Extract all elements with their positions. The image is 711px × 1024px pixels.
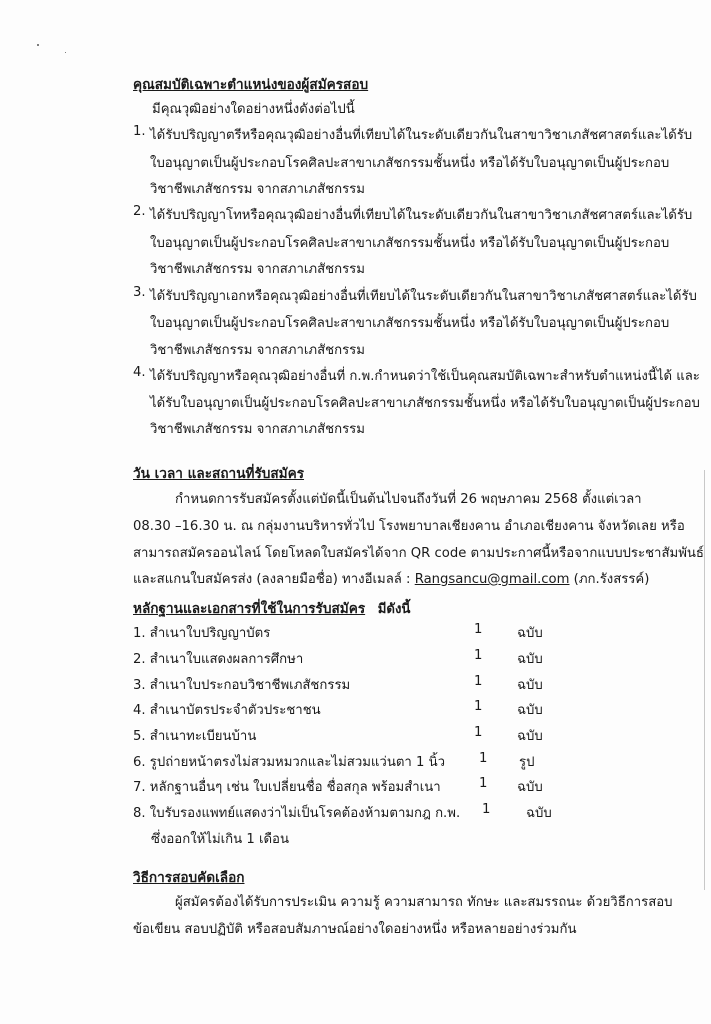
email-link[interactable]: Rangsancu@gmail.com — [414, 572, 570, 587]
document-unit: ฉบับ — [517, 652, 543, 667]
qualification-line: ใบอนุญาตเป็นผู้ประกอบโรคศิลปะสาขาเภสัชกรรมชั้นหนึ่ง หรือได้รับใบอนุญาตเป็นผู้ประกอบ — [150, 236, 670, 251]
schedule-line: กำหนดการรับสมัครตั้งแต่บัดนี้เป็นต้นไปจนถึงวันที่ 26 พฤษภาคม 2568 ตั้งแต่เวลา — [175, 492, 642, 507]
document-qty: 1 — [479, 751, 488, 766]
document-unit: ฉบับ — [517, 729, 543, 744]
qualification-line: ได้รับปริญญาตรีหรือคุณวุฒิอย่างอื่นที่เทียบได้ในระดับเดียวกันในสาขาวิชาเภสัชศาสตร์และได้รับ — [150, 128, 693, 143]
scan-speck — [65, 52, 66, 53]
qualification-number: 3. — [133, 285, 146, 300]
document-qty: 1 — [482, 802, 491, 817]
documents-heading-suffix: มีดังนี้ — [377, 602, 411, 617]
qualification-line: วิชาชีพเภสัชกรรม จากสภาเภสัชกรรม — [150, 343, 365, 358]
document-name: 1. สำเนาใบปริญญาบัตร — [133, 626, 271, 641]
document-name: 2. สำเนาใบแสดงผลการศึกษา — [133, 652, 304, 667]
document-name: 6. รูปถ่ายหน้าตรงไม่สวมหมวกและไม่สวมแว่นตา 1 นิ้ว — [133, 755, 446, 770]
qualification-line: ได้รับใบอนุญาตเป็นผู้ประกอบโรคศิลปะสาขาเภสัชกรรมชั้นหนึ่ง หรือได้รับใบอนุญาตเป็นผู้ประกอบ — [150, 396, 700, 411]
qualification-line: ได้รับปริญญาเอกหรือคุณวุฒิอย่างอื่นที่เทียบได้ในระดับเดียวกันในสาขาวิชาเภสัชศาสตร์และได้รับ — [150, 289, 697, 304]
qualification-line: ได้รับปริญญาหรือคุณวุฒิอย่างอื่นที่ ก.พ.กำหนดว่าใช้เป็นคุณสมบัติเฉพาะสำหรับตำแหน่งนี้ได้ และ — [150, 369, 700, 384]
qualification-line: ได้รับปริญญาโทหรือคุณวุฒิอย่างอื่นที่เทียบได้ในระดับเดียวกันในสาขาวิชาเภสัชศาสตร์และได้รับ — [150, 208, 693, 223]
document-unit: ฉบับ — [517, 678, 543, 693]
scan-speck — [37, 44, 39, 46]
qualification-number: 2. — [133, 204, 146, 219]
selection-heading: วิธีการสอบคัดเลือก — [133, 870, 245, 886]
document-unit: ฉบับ — [517, 703, 543, 718]
schedule-line: สามารถสมัครออนไลน์ โดยโหลดใบสมัครได้จาก QR code ตามประกาศนี้หรือจากแบบประชาสัมพันธ์ — [133, 546, 704, 561]
document-qty: 1 — [474, 622, 483, 637]
qualification-line: วิชาชีพเภสัชกรรม จากสภาเภสัชกรรม — [150, 422, 365, 437]
document-row-continuation: ซึ่งออกให้ไม่เกิน 1 เดือน — [151, 832, 289, 847]
document-unit: ฉบับ — [517, 780, 543, 795]
documents-heading: หลักฐานและเอกสารที่ใช้ในการรับสมัคร — [133, 601, 366, 617]
qualification-number: 1. — [133, 124, 146, 139]
qualification-number: 4. — [133, 365, 146, 380]
document-unit: ฉบับ — [517, 626, 543, 641]
contact-person: (ภก.รังสรรค์) — [569, 572, 650, 587]
qualification-line: วิชาชีพเภสัชกรรม จากสภาเภสัชกรรม — [150, 262, 365, 277]
document-name: 7. หลักฐานอื่นๆ เช่น ใบเปลี่ยนชื่อ ชื่อสกุล พร้อมสำเนา — [133, 780, 441, 795]
document-name: 4. สำเนาบัตรประจำตัวประชาชน — [133, 703, 321, 718]
scan-edge-line — [704, 470, 705, 890]
document-unit: รูป — [519, 755, 535, 770]
document-qty: 1 — [479, 776, 488, 791]
document-qty: 1 — [474, 725, 483, 740]
document-qty: 1 — [474, 699, 483, 714]
documents-heading-line — [133, 597, 410, 619]
selection-line: ข้อเขียน สอบปฏิบัติ หรือสอบสัมภาษณ์อย่างใดอย่างหนึ่ง หรือหลายอย่างร่วมกัน — [133, 922, 577, 937]
selection-line: ผู้สมัครต้องได้รับการประเมิน ความรู้ ความสามารถ ทักษะ และสมรรถนะ ด้วยวิธีการสอบ — [175, 895, 673, 910]
qualification-line: ใบอนุญาตเป็นผู้ประกอบโรคศิลปะสาขาเภสัชกรรมชั้นหนึ่ง หรือได้รับใบอนุญาตเป็นผู้ประกอบ — [150, 316, 670, 331]
schedule-contact-line — [133, 568, 649, 589]
document-name: 8. ใบรับรองแพทย์แสดงว่าไม่เป็นโรคต้องห้ามตามกฎ ก.พ. — [133, 806, 461, 821]
schedule-contact-text: และสแกนใบสมัครส่ง (ลงลายมือชื่อ) ทางอีเมลล์ : — [133, 572, 415, 587]
qualifications-intro: มีคุณวุฒิอย่างใดอย่างหนึ่งดังต่อไปนี้ — [152, 102, 355, 117]
qualifications-heading: คุณสมบัติเฉพาะตำแหน่งของผู้สมัครสอบ — [133, 77, 369, 93]
schedule-line: 08.30 –16.30 น. ณ กลุ่มงานบริหารทั่วไป โรงพยาบาลเชียงคาน อำเภอเชียงคาน จังหวัดเลย หรือ — [133, 519, 685, 534]
qualification-line: ใบอนุญาตเป็นผู้ประกอบโรคศิลปะสาขาเภสัชกรรมชั้นหนึ่ง หรือได้รับใบอนุญาตเป็นผู้ประกอบ — [150, 156, 670, 171]
document-name: 5. สำเนาทะเบียนบ้าน — [133, 729, 257, 744]
document-qty: 1 — [474, 674, 483, 689]
qualification-line: วิชาชีพเภสัชกรรม จากสภาเภสัชกรรม — [150, 182, 365, 197]
document-unit: ฉบับ — [526, 806, 552, 821]
document-qty: 1 — [474, 648, 483, 663]
schedule-heading: วัน เวลา และสถานที่รับสมัคร — [133, 466, 305, 482]
document-name: 3. สำเนาใบประกอบวิชาชีพเภสัชกรรม — [133, 678, 351, 693]
